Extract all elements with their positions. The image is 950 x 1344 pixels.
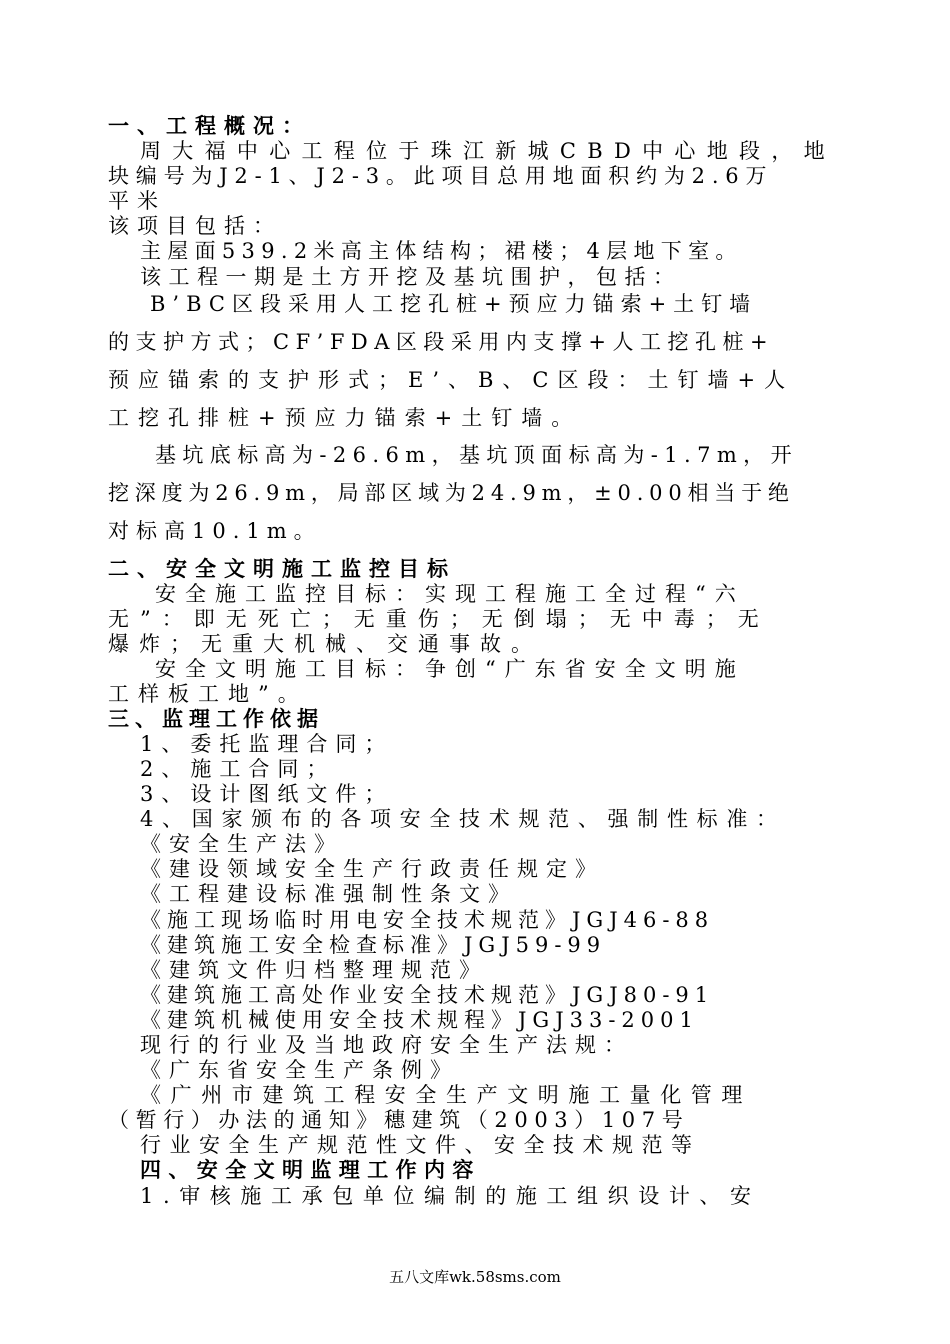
section1-heading: 一、工程概况： <box>108 113 311 138</box>
paragraph-line: 周大福中心工程位于珠江新城CBD中心地段，地 <box>140 139 836 163</box>
paragraph-line: 挖深度为26.9m，局部区域为24.9m，±0.00相当于绝 <box>108 481 795 505</box>
footer-watermark: 五八文库wk.58sms.com <box>389 1268 561 1286</box>
paragraph-line: 对标高10.1m。 <box>108 519 322 543</box>
paragraph-line: 预应锚索的支护形式；E’、B、C区段：土钉墙+人 <box>108 368 795 392</box>
paragraph-line: 安全施工监控目标：实现工程施工全过程“六 <box>155 582 745 606</box>
standard-item: 《建筑机械使用安全技术规程》JGJ33-2001 <box>140 1008 699 1032</box>
standard-item: 《建筑文件归档整理规范》 <box>140 958 488 982</box>
paragraph-line: 该工程一期是土方开挖及基坑围护，包括： <box>140 265 682 289</box>
standard-item: 《建筑施工高处作业安全技术规范》JGJ80-91 <box>140 983 715 1007</box>
paragraph-line: 1.审核施工承包单位编制的施工组织设计、安 <box>140 1184 761 1208</box>
standard-item: 《建筑施工安全检查标准》JGJ59-99 <box>140 933 607 957</box>
paragraph-line: 平米 <box>108 189 166 213</box>
paragraph-line: 现行的行业及当地政府安全生产法规： <box>140 1033 633 1057</box>
paragraph-line: 基坑底标高为-26.6m，基坑顶面标高为-1.7m，开 <box>155 443 798 467</box>
paragraph-line: 爆炸；无重大机械、交通事故。 <box>108 632 542 656</box>
basis-item: 1、委托监理合同； <box>140 732 394 756</box>
standard-item: 《安全生产法》 <box>140 832 343 856</box>
standard-item: 《建设领域安全生产行政责任规定》 <box>140 857 604 881</box>
paragraph-line: 无”：即无死亡；无重伤；无倒塌；无中毒；无 <box>108 607 770 631</box>
standard-item: 《施工现场临时用电安全技术规范》JGJ46-88 <box>140 908 715 932</box>
paragraph-line: 安全文明施工目标：争创“广东省安全文明施 <box>155 657 745 681</box>
regulation-item: 行业安全生产规范性文件、安全技术规范等 <box>140 1133 701 1157</box>
paragraph-line: 该项目包括： <box>108 214 282 238</box>
standard-item: 《工程建设标准强制性条文》 <box>140 882 517 906</box>
paragraph-line: 工样板工地”。 <box>108 682 308 706</box>
regulation-item: （暂行）办法的通知》穗建筑（2003）107号 <box>108 1108 690 1132</box>
section3-heading: 三、监理工作依据 <box>108 706 324 731</box>
basis-item: 2、施工合同； <box>140 757 336 781</box>
paragraph-line: B’BC区段采用人工挖孔桩+预应力锚索+土钉墙 <box>150 292 758 316</box>
paragraph-line: 的支护方式；CF’FDA区段采用内支撑+人工挖孔桩+ <box>108 330 775 354</box>
regulation-item: 《广东省安全生产条例》 <box>140 1058 459 1082</box>
section4-heading: 四、安全文明监理工作内容 <box>140 1157 481 1182</box>
basis-item: 4、国家颁布的各项安全技术规范、强制性标准： <box>140 807 786 831</box>
section2-heading: 二、安全文明施工监控目标 <box>108 556 456 581</box>
paragraph-line: 工挖孔排桩+预应力锚索+土钉墙。 <box>108 406 582 430</box>
regulation-item: 《广州市建筑工程安全生产文明施工量化管理 <box>140 1083 752 1107</box>
basis-item: 3、设计图纸文件； <box>140 782 394 806</box>
paragraph-line: 主屋面539.2米高主体结构；裙楼；4层地下室。 <box>140 239 743 263</box>
paragraph-line: 块编号为J2-1、J2-3。此项目总用地面积约为2.6万 <box>108 164 774 188</box>
